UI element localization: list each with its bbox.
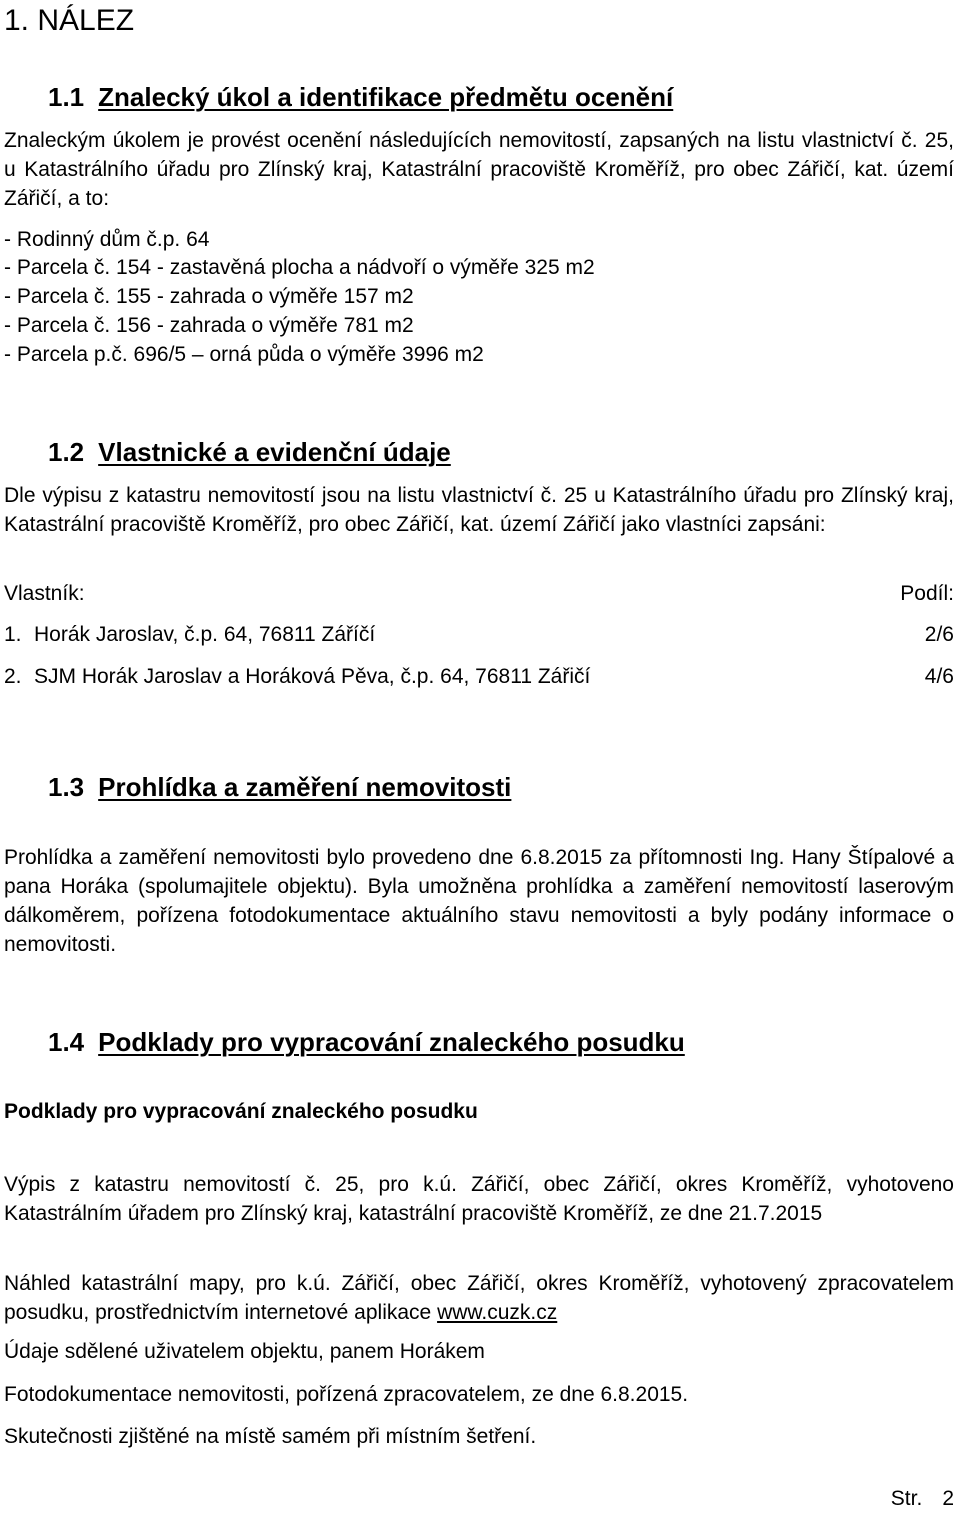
section-1-1-intro: Znaleckým úkolem je provést ocenění následujících nemovitostí, zapsaných na listu vlastnictví č. 25, u Katastrálního úřadu pro Zlínský kraj, Katastrální pracoviště Kroměříž, pro obec Zářičí, kat. území Zářičí, a to: bbox=[4, 129, 954, 210]
cuzk-link[interactable]: www.cuzk.cz bbox=[437, 1301, 558, 1324]
owner-table-header bbox=[4, 582, 954, 612]
owner-share: 4/6 bbox=[924, 665, 954, 688]
section-title: Prohlídka a zaměření nemovitosti bbox=[98, 772, 512, 802]
source-item: Výpis z katastru nemovitostí č. 25, pro k.ú. Zářičí, obec Zářičí, okres Kroměříž, vyhotoveno Katastrálním úřadem pro Zlínský kraj, katastrální pracoviště Kroměříž, ze dne 21.7.2015 bbox=[4, 1173, 954, 1225]
property-item: - Parcela č. 156 - zahrada o výměře 781 m2 bbox=[4, 314, 414, 337]
sources-subheading: Podklady pro vypracování znaleckého posudku bbox=[4, 1100, 478, 1123]
page-value: 2 bbox=[942, 1487, 954, 1510]
property-item: - Rodinný dům č.p. 64 bbox=[4, 228, 210, 251]
section-title: Vlastnické a evidenční údaje bbox=[98, 437, 451, 467]
owner-name: Horák Jaroslav, č.p. 64, 76811 Záříčí bbox=[34, 623, 376, 646]
owner-index: 1. bbox=[4, 623, 22, 646]
section-1-2-intro: Dle výpisu z katastru nemovitostí jsou na listu vlastnictví č. 25 u Katastrálního úřadu pro Zlínský kraj, Katastrální pracoviště Kroměříž, pro obec Zářičí, kat. území Zářičí jako vlastníci zapsáni: bbox=[4, 484, 954, 536]
owner-row bbox=[4, 623, 954, 653]
source-text: Náhled katastrální mapy, pro k.ú. Zářičí, obec Zářičí, okres Kroměříž, vyhotovený zpracovatelem posudku, prostřednictvím internetové aplikace bbox=[4, 1272, 954, 1324]
section-heading-1-4 bbox=[48, 1027, 685, 1058]
section-1-3-text: Prohlídka a zaměření nemovitosti bylo provedeno dne 6.8.2015 za přítomnosti Ing. Hany Štípalové a pana Horáka (spolumajitele objektu). Byla umožněna prohlídka a zaměření nemovitostí laserovým dálkoměrem, pořízena fotodokumentace aktuálního stavu nemovitosti a byly podány informace o nemovitosti. bbox=[4, 846, 954, 956]
owner-share: 2/6 bbox=[924, 623, 954, 646]
chapter-title: 1. NÁLEZ bbox=[4, 4, 135, 37]
section-heading-1-2 bbox=[48, 437, 451, 468]
property-item: - Parcela p.č. 696/5 – orná půda o výměře 3996 m2 bbox=[4, 343, 484, 366]
share-column-header: Podíl: bbox=[900, 582, 954, 605]
property-item: - Parcela č. 154 - zastavěná plocha a nádvoří o výměře 325 m2 bbox=[4, 256, 595, 279]
source-item: Skutečnosti zjištěné na místě samém při místním šetření. bbox=[4, 1425, 537, 1448]
owner-column-header: Vlastník: bbox=[4, 582, 85, 605]
page-number bbox=[891, 1487, 954, 1511]
section-heading-1-3 bbox=[48, 772, 511, 803]
section-heading-1-1 bbox=[48, 82, 673, 113]
section-number: 1.2 bbox=[48, 437, 85, 467]
source-item bbox=[4, 1269, 954, 1327]
property-item: - Parcela č. 155 - zahrada o výměře 157 m2 bbox=[4, 285, 414, 308]
section-number: 1.3 bbox=[48, 772, 85, 802]
section-title: Znalecký úkol a identifikace předmětu ocenění bbox=[98, 82, 674, 112]
source-item: Údaje sdělené uživatelem objektu, panem Horákem bbox=[4, 1340, 485, 1363]
page-label: Str. bbox=[890, 1487, 923, 1510]
section-number: 1.1 bbox=[48, 82, 85, 112]
owner-index: 2. bbox=[4, 665, 22, 688]
owner-name: SJM Horák Jaroslav a Horáková Pěva, č.p. 64, 76811 Zářičí bbox=[34, 665, 591, 688]
section-number: 1.4 bbox=[48, 1027, 85, 1057]
source-item: Fotodokumentace nemovitosti, pořízená zpracovatelem, ze dne 6.8.2015. bbox=[4, 1383, 689, 1406]
owner-row bbox=[4, 665, 954, 695]
section-title: Podklady pro vypracování znaleckého posudku bbox=[98, 1027, 685, 1057]
